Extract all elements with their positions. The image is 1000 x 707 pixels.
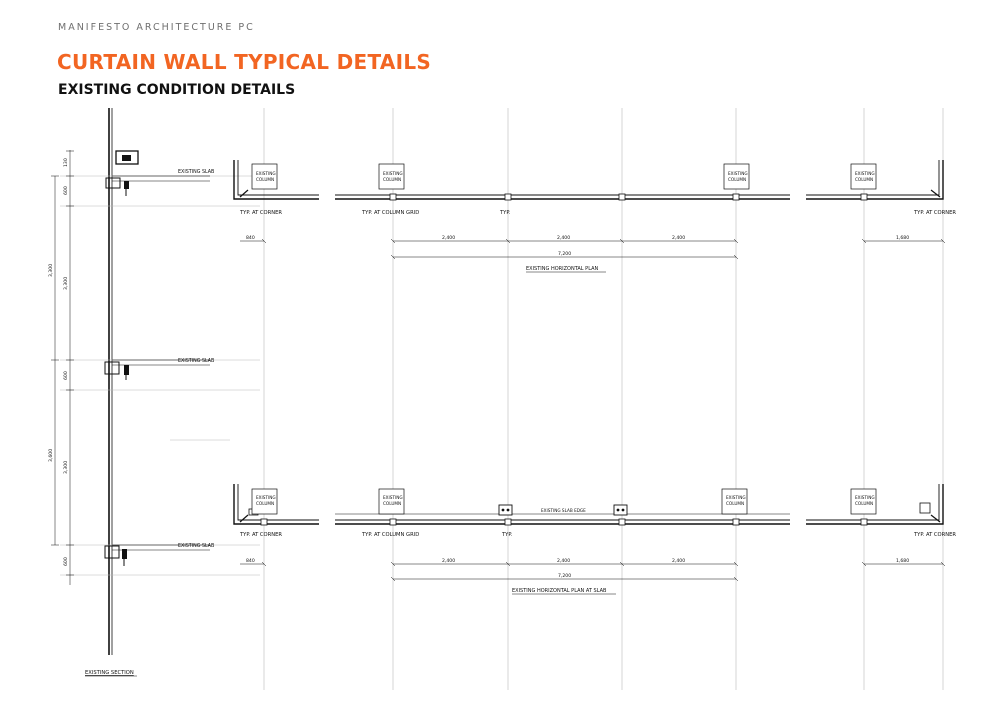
corner-label-right: TYP. AT CORNER xyxy=(914,532,956,538)
plan-bottom-dimensions xyxy=(240,562,945,581)
dim-span-inner-2: 3,300 xyxy=(64,460,69,474)
slab-label-3: EXISTING SLAB xyxy=(178,544,215,549)
dim-slab-1: 600 xyxy=(64,186,69,195)
dim-left: 840 xyxy=(246,559,255,564)
column-label: COLUMN xyxy=(383,177,402,182)
column-label: COLUMN xyxy=(728,177,747,182)
dim-c: 2,400 xyxy=(672,236,686,241)
slab-3 xyxy=(60,543,260,575)
corner-label-right: TYP. AT CORNER xyxy=(914,210,956,216)
plan-bottom xyxy=(234,484,956,594)
dim-span-1: 3,300 xyxy=(49,263,54,277)
dim-a: 2,400 xyxy=(442,559,456,564)
column-grid-label: TYP. AT COLUMN GRID xyxy=(362,210,420,216)
plan-top-dimensions xyxy=(240,239,945,259)
column-label: COLUMN xyxy=(256,501,275,506)
corner-label-left: TYP. AT CORNER xyxy=(240,210,282,216)
dim-span-inner-1: 3,300 xyxy=(64,276,69,290)
column-label: EXISTING xyxy=(855,495,875,500)
slab-label-1: EXISTING SLAB xyxy=(178,170,215,175)
column-label: COLUMN xyxy=(726,501,745,506)
column-label: EXISTING xyxy=(726,495,746,500)
dim-a: 2,400 xyxy=(442,236,456,241)
plan-top xyxy=(234,160,956,272)
existing-section xyxy=(48,108,260,676)
dim-slab-2: 600 xyxy=(64,371,69,380)
dim-right: 1,680 xyxy=(896,559,910,564)
plan-bottom-caption: EXISTING HORIZONTAL PLAN AT SLAB xyxy=(512,588,607,594)
slab-1 xyxy=(60,151,260,206)
column-label: COLUMN xyxy=(383,501,402,506)
column-label: EXISTING xyxy=(855,171,875,176)
dim-right: 1,680 xyxy=(896,236,910,241)
corner-label-left: TYP. AT CORNER xyxy=(240,532,282,538)
slab-2 xyxy=(60,358,260,440)
section-dimension-chain xyxy=(51,150,74,585)
dim-b: 2,400 xyxy=(557,559,571,564)
dim-left: 840 xyxy=(246,236,255,241)
typ-label: TYP. xyxy=(500,210,511,216)
column-label: COLUMN xyxy=(855,501,874,506)
dim-top: 130 xyxy=(64,158,69,167)
plan-top-main-wall xyxy=(335,194,790,200)
column-label: COLUMN xyxy=(855,177,874,182)
slab-edge-label: EXISTING SLAB EDGE xyxy=(541,508,586,513)
column-label: COLUMN xyxy=(256,177,275,182)
column-label: EXISTING xyxy=(383,495,403,500)
brand-name: MANIFESTO ARCHITECTURE PC xyxy=(58,22,255,33)
column-label: EXISTING xyxy=(256,171,276,176)
dim-b: 2,400 xyxy=(557,236,571,241)
dim-bottom: 600 xyxy=(64,557,69,566)
section-caption: EXISTING SECTION xyxy=(85,670,134,676)
column-label: EXISTING xyxy=(256,495,276,500)
dim-total: 7,200 xyxy=(558,252,572,257)
plan-top-dimension-labels xyxy=(246,235,909,257)
page-title: CURTAIN WALL TYPICAL DETAILS xyxy=(57,50,432,74)
plan-bottom-dimension-labels xyxy=(246,558,909,579)
slab-label-2: EXISTING SLAB xyxy=(178,359,215,364)
page-subtitle: EXISTING CONDITION DETAILS xyxy=(58,82,296,98)
dim-c: 2,400 xyxy=(672,559,686,564)
section-dimension-labels xyxy=(48,158,69,566)
typ-label: TYP. xyxy=(502,532,513,538)
dim-total: 7,200 xyxy=(558,574,572,579)
dim-span-2: 3,600 xyxy=(49,448,54,462)
column-label: EXISTING xyxy=(383,171,403,176)
column-grid-label: TYP. AT COLUMN GRID xyxy=(362,532,420,538)
plan-top-caption: EXISTING HORIZONTAL PLAN xyxy=(526,266,599,272)
column-label: EXISTING xyxy=(728,171,748,176)
